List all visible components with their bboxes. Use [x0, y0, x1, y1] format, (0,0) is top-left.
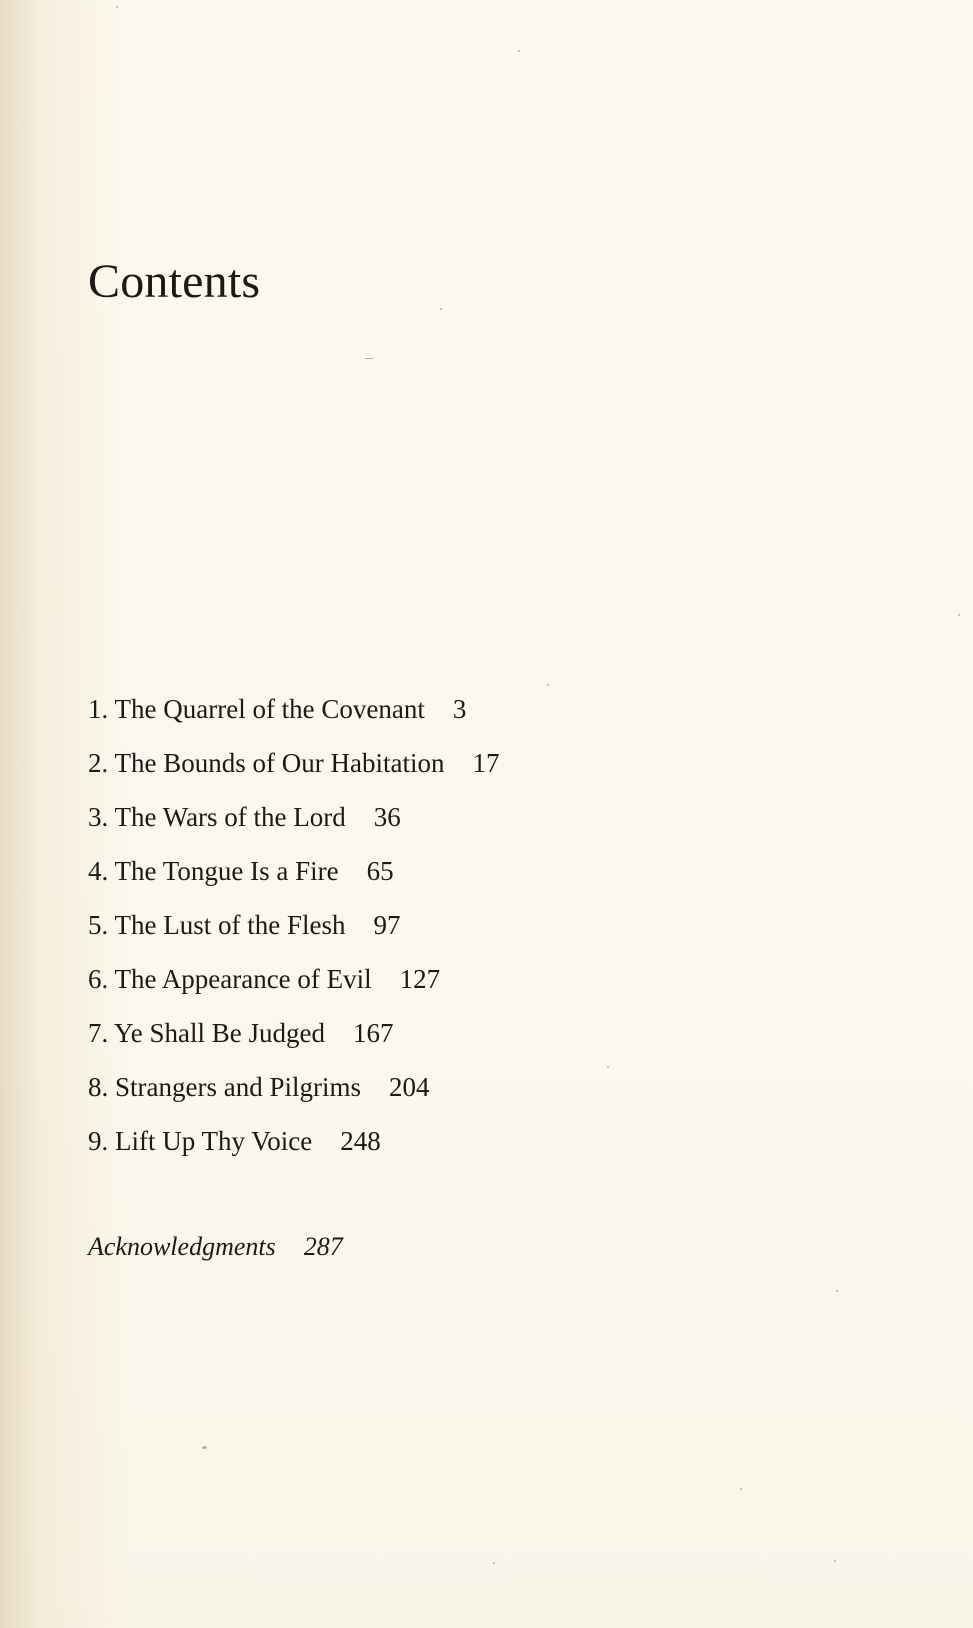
page-title: Contents [88, 255, 261, 308]
paper-speck [493, 1562, 495, 1564]
paper-speck [365, 358, 373, 359]
page-number: 167 [353, 1018, 394, 1048]
page-number: 97 [373, 910, 401, 940]
paper-speck [547, 684, 549, 686]
paper-speck [440, 308, 442, 310]
page-number: 248 [340, 1126, 381, 1156]
back-matter-title: Acknowledgments [88, 1232, 276, 1261]
paper-speck [116, 6, 118, 8]
toc-entry-acknowledgments [88, 1232, 343, 1262]
paper-speck [607, 1066, 609, 1068]
toc-entry-9 [88, 1126, 499, 1180]
paper-speck [834, 1560, 836, 1562]
paper-speck [518, 50, 520, 52]
toc-entry-5 [88, 910, 499, 964]
chapter-title: 3. The Wars of the Lord [88, 802, 346, 832]
chapter-title: 4. The Tongue Is a Fire [88, 856, 339, 886]
toc-entry-4 [88, 856, 499, 910]
page-number: 204 [388, 1072, 430, 1102]
chapter-title: 9. Lift Up Thy Voice [88, 1126, 313, 1156]
paper-speck [740, 1488, 742, 1490]
toc-entry-2 [88, 748, 499, 802]
paper-speck [202, 1446, 207, 1449]
paper-speck [836, 1290, 838, 1292]
table-of-contents [88, 694, 499, 1180]
chapter-title: 1. The Quarrel of the Covenant [88, 694, 425, 724]
chapter-title: 7. Ye Shall Be Judged [88, 1018, 326, 1048]
chapter-title: 2. The Bounds of Our Habitation [88, 748, 445, 778]
page-number: 65 [366, 856, 394, 886]
toc-entry-3 [88, 802, 499, 856]
page-number: 3 [452, 694, 467, 724]
page-number: 127 [399, 964, 441, 994]
chapter-title: 5. The Lust of the Flesh [88, 910, 346, 940]
paper-speck [958, 614, 960, 616]
chapter-title: 8. Strangers and Pilgrims [88, 1072, 361, 1102]
toc-entry-1 [88, 694, 499, 748]
toc-entry-7 [88, 1018, 499, 1072]
page-number: 17 [472, 748, 500, 778]
page-number: 36 [373, 802, 401, 832]
chapter-title: 6. The Appearance of Evil [88, 964, 372, 994]
toc-entry-6 [88, 964, 499, 1018]
page-number: 287 [303, 1232, 343, 1261]
toc-entry-8 [88, 1072, 499, 1126]
